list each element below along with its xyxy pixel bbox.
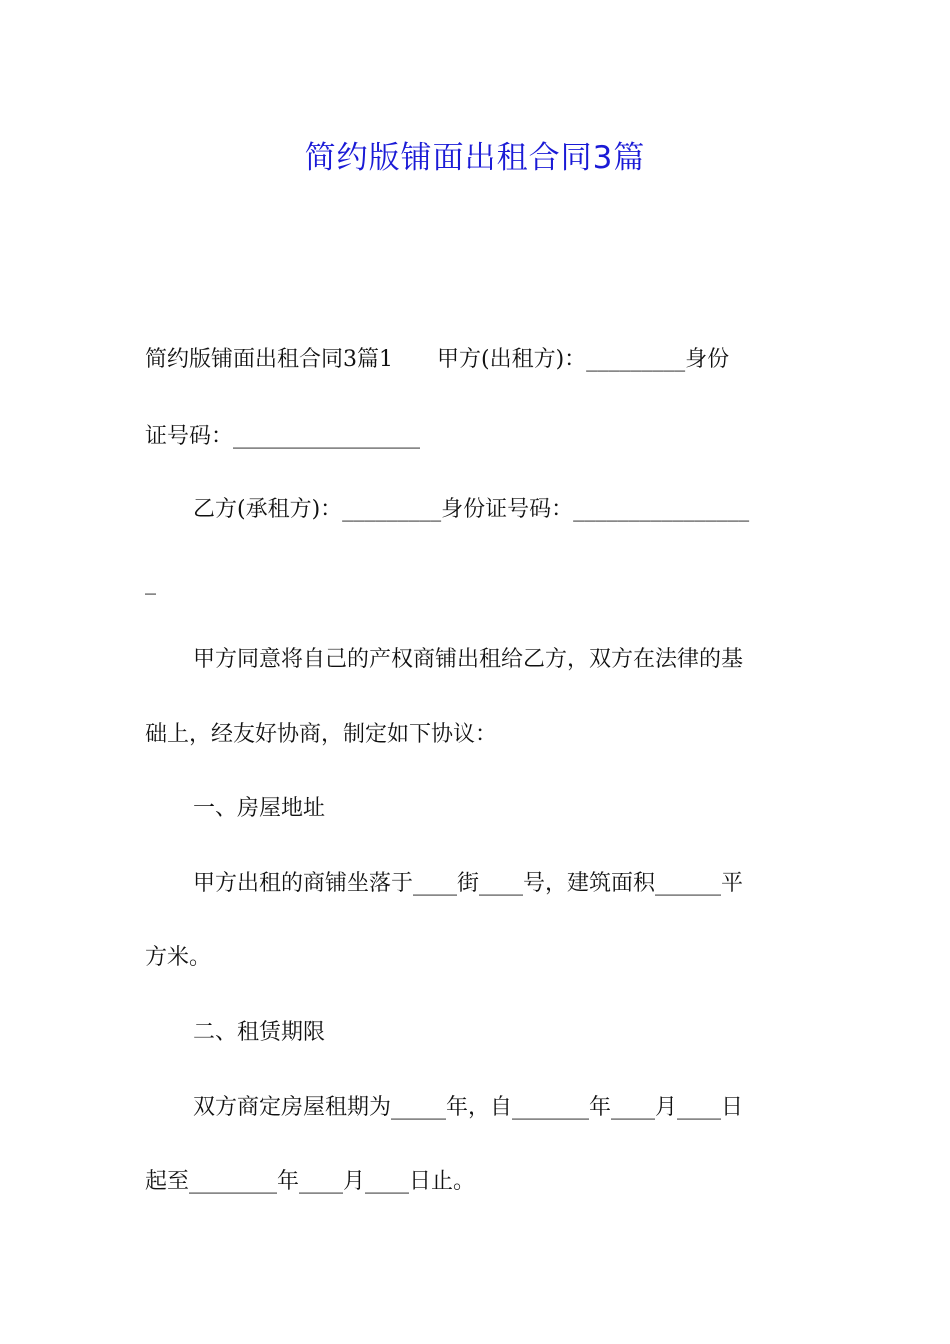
agreement-intro-line-2: 础上，经友好协商，制定如下协议：	[145, 722, 498, 747]
address-line-1: 甲方出租的商铺坐落于____街____号，建筑面积______平	[193, 871, 744, 896]
agreement-intro-line-1: 甲方同意将自己的产权商铺出租给乙方，双方在法律的基	[193, 647, 744, 672]
party-a-line: 简约版铺面出租合同3篇1 甲方(出租方)：_________身份	[145, 347, 730, 372]
section-2-heading: 二、租赁期限	[193, 1020, 326, 1045]
party-a-id-line: 证号码：_________________	[145, 424, 421, 449]
party-b-line: 乙方(承租方)：_________身份证号码：________________	[193, 497, 750, 522]
party-b-id-continuation: _	[145, 570, 156, 595]
address-line-2: 方米。	[145, 945, 212, 970]
section-1-heading: 一、房屋地址	[193, 796, 326, 821]
term-line-2: 起至________年____月____日止。	[145, 1169, 476, 1194]
document-title: 简约版铺面出租合同3篇	[304, 140, 646, 176]
term-line-1: 双方商定房屋租期为_____年，自_______年____月____日	[193, 1095, 744, 1120]
